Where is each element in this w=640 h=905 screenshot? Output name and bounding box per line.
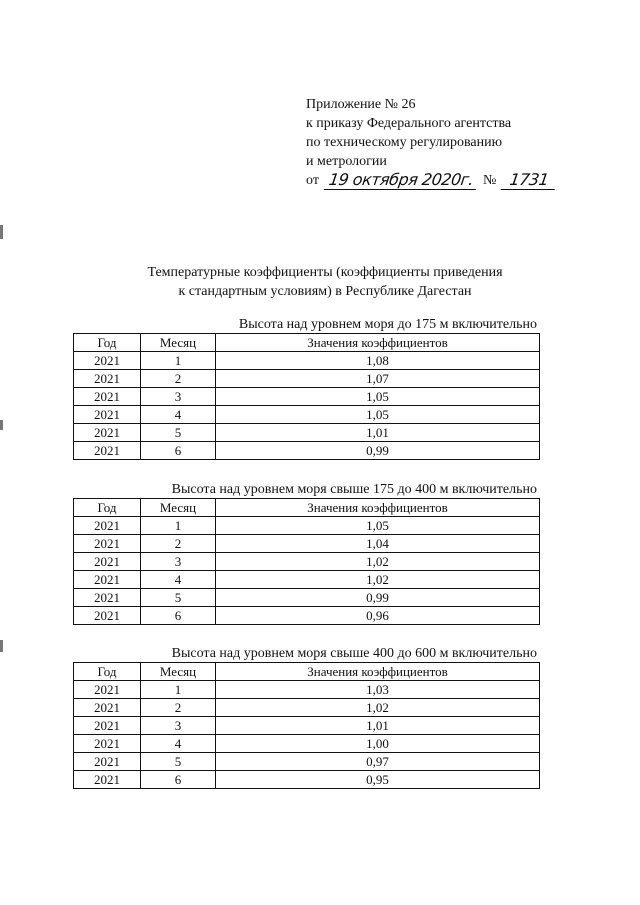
- handwritten-order-number: 1731: [501, 171, 558, 190]
- table-row: [74, 442, 540, 460]
- cell-year: 2021: [74, 370, 141, 388]
- cell-month: 5: [141, 589, 216, 607]
- cell-month: 2: [141, 535, 216, 553]
- cell-year: 2021: [74, 753, 141, 771]
- coefficient-table: [73, 333, 540, 460]
- cell-month: 6: [141, 771, 216, 789]
- cell-month: 3: [141, 717, 216, 735]
- cell-year: 2021: [74, 388, 141, 406]
- cell-value: 1,05: [216, 388, 540, 406]
- cell-month: 1: [141, 681, 216, 699]
- appendix-order-line: к приказу Федерального агентства: [306, 116, 512, 131]
- table-row: [74, 388, 540, 406]
- coefficient-section-3: [73, 646, 539, 789]
- cell-month: 4: [141, 571, 216, 589]
- header-year: Год: [74, 663, 141, 681]
- cell-month: 3: [141, 553, 216, 571]
- table-row: [74, 771, 540, 789]
- cell-value: 1,04: [216, 535, 540, 553]
- cell-year: 2021: [74, 442, 141, 460]
- table-row: [74, 589, 540, 607]
- header-year: Год: [74, 334, 141, 352]
- cell-year: 2021: [74, 517, 141, 535]
- cell-value: 1,02: [216, 699, 540, 717]
- appendix-metrology-line: и метрологии: [306, 154, 387, 169]
- header-month: Месяц: [141, 334, 216, 352]
- table-caption: Высота над уровнем моря до 175 м включительно: [238, 317, 537, 332]
- cell-value: 1,03: [216, 681, 540, 699]
- cell-year: 2021: [74, 571, 141, 589]
- cell-year: 2021: [74, 553, 141, 571]
- order-date-line: [306, 171, 556, 190]
- table-header-row: [74, 334, 540, 352]
- table-row: [74, 681, 540, 699]
- header-month: Месяц: [141, 499, 216, 517]
- cell-value: 1,00: [216, 735, 540, 753]
- cell-month: 5: [141, 753, 216, 771]
- appendix-agency-line: по техническому регулированию: [306, 135, 503, 150]
- cell-year: 2021: [74, 535, 141, 553]
- cell-year: 2021: [74, 589, 141, 607]
- table-header-row: [74, 499, 540, 517]
- table-row: [74, 535, 540, 553]
- cell-value: 1,02: [216, 571, 540, 589]
- table-row: [74, 406, 540, 424]
- number-label: №: [482, 173, 497, 188]
- cell-month: 5: [141, 424, 216, 442]
- scan-margin-mark: [0, 420, 3, 430]
- cell-month: 2: [141, 370, 216, 388]
- cell-value: 1,01: [216, 717, 540, 735]
- table-row: [74, 753, 540, 771]
- cell-year: 2021: [74, 681, 141, 699]
- cell-year: 2021: [74, 699, 141, 717]
- handwritten-date: 19 октября 2020г.: [324, 171, 479, 190]
- cell-month: 6: [141, 442, 216, 460]
- cell-value: 1,07: [216, 370, 540, 388]
- cell-month: 3: [141, 388, 216, 406]
- appendix-header: [306, 95, 556, 190]
- cell-year: 2021: [74, 735, 141, 753]
- table-row: [74, 735, 540, 753]
- cell-value: 1,02: [216, 553, 540, 571]
- cell-year: 2021: [74, 424, 141, 442]
- table-row: [74, 717, 540, 735]
- header-value: Значения коэффициентов: [216, 663, 540, 681]
- cell-value: 1,08: [216, 352, 540, 370]
- document-title: [100, 263, 550, 301]
- table-row: [74, 517, 540, 535]
- cell-value: 1,05: [216, 517, 540, 535]
- scan-margin-mark: [0, 225, 3, 239]
- cell-month: 4: [141, 406, 216, 424]
- table-header-row: [74, 663, 540, 681]
- coefficient-table: [73, 662, 540, 789]
- coefficient-section-1: [73, 317, 539, 460]
- cell-value: 0,99: [216, 589, 540, 607]
- cell-year: 2021: [74, 352, 141, 370]
- cell-month: 1: [141, 517, 216, 535]
- header-value: Значения коэффициентов: [216, 499, 540, 517]
- table-row: [74, 424, 540, 442]
- cell-year: 2021: [74, 406, 141, 424]
- title-line-2: к стандартным условиям) в Республике Дагестан: [178, 284, 472, 299]
- scan-margin-mark: [0, 640, 3, 652]
- cell-month: 4: [141, 735, 216, 753]
- cell-value: 0,95: [216, 771, 540, 789]
- header-value: Значения коэффициентов: [216, 334, 540, 352]
- from-label: от: [306, 173, 319, 188]
- cell-value: 1,05: [216, 406, 540, 424]
- table-caption: Высота над уровнем моря свыше 175 до 400 м включительно: [171, 482, 537, 497]
- cell-month: 6: [141, 607, 216, 625]
- header-year: Год: [74, 499, 141, 517]
- cell-year: 2021: [74, 771, 141, 789]
- table-row: [74, 553, 540, 571]
- cell-value: 0,99: [216, 442, 540, 460]
- cell-value: 1,01: [216, 424, 540, 442]
- header-month: Месяц: [141, 663, 216, 681]
- table-row: [74, 571, 540, 589]
- coefficient-table: [73, 498, 540, 625]
- coefficient-section-2: [73, 482, 539, 625]
- table-row: [74, 607, 540, 625]
- table-caption: Высота над уровнем моря свыше 400 до 600 м включительно: [171, 646, 537, 661]
- table-row: [74, 699, 540, 717]
- appendix-number: Приложение № 26: [306, 97, 416, 112]
- cell-year: 2021: [74, 717, 141, 735]
- cell-month: 2: [141, 699, 216, 717]
- table-row: [74, 370, 540, 388]
- cell-value: 0,97: [216, 753, 540, 771]
- cell-value: 0,96: [216, 607, 540, 625]
- cell-month: 1: [141, 352, 216, 370]
- table-row: [74, 352, 540, 370]
- title-line-1: Температурные коэффициенты (коэффициенты приведения: [147, 265, 503, 280]
- cell-year: 2021: [74, 607, 141, 625]
